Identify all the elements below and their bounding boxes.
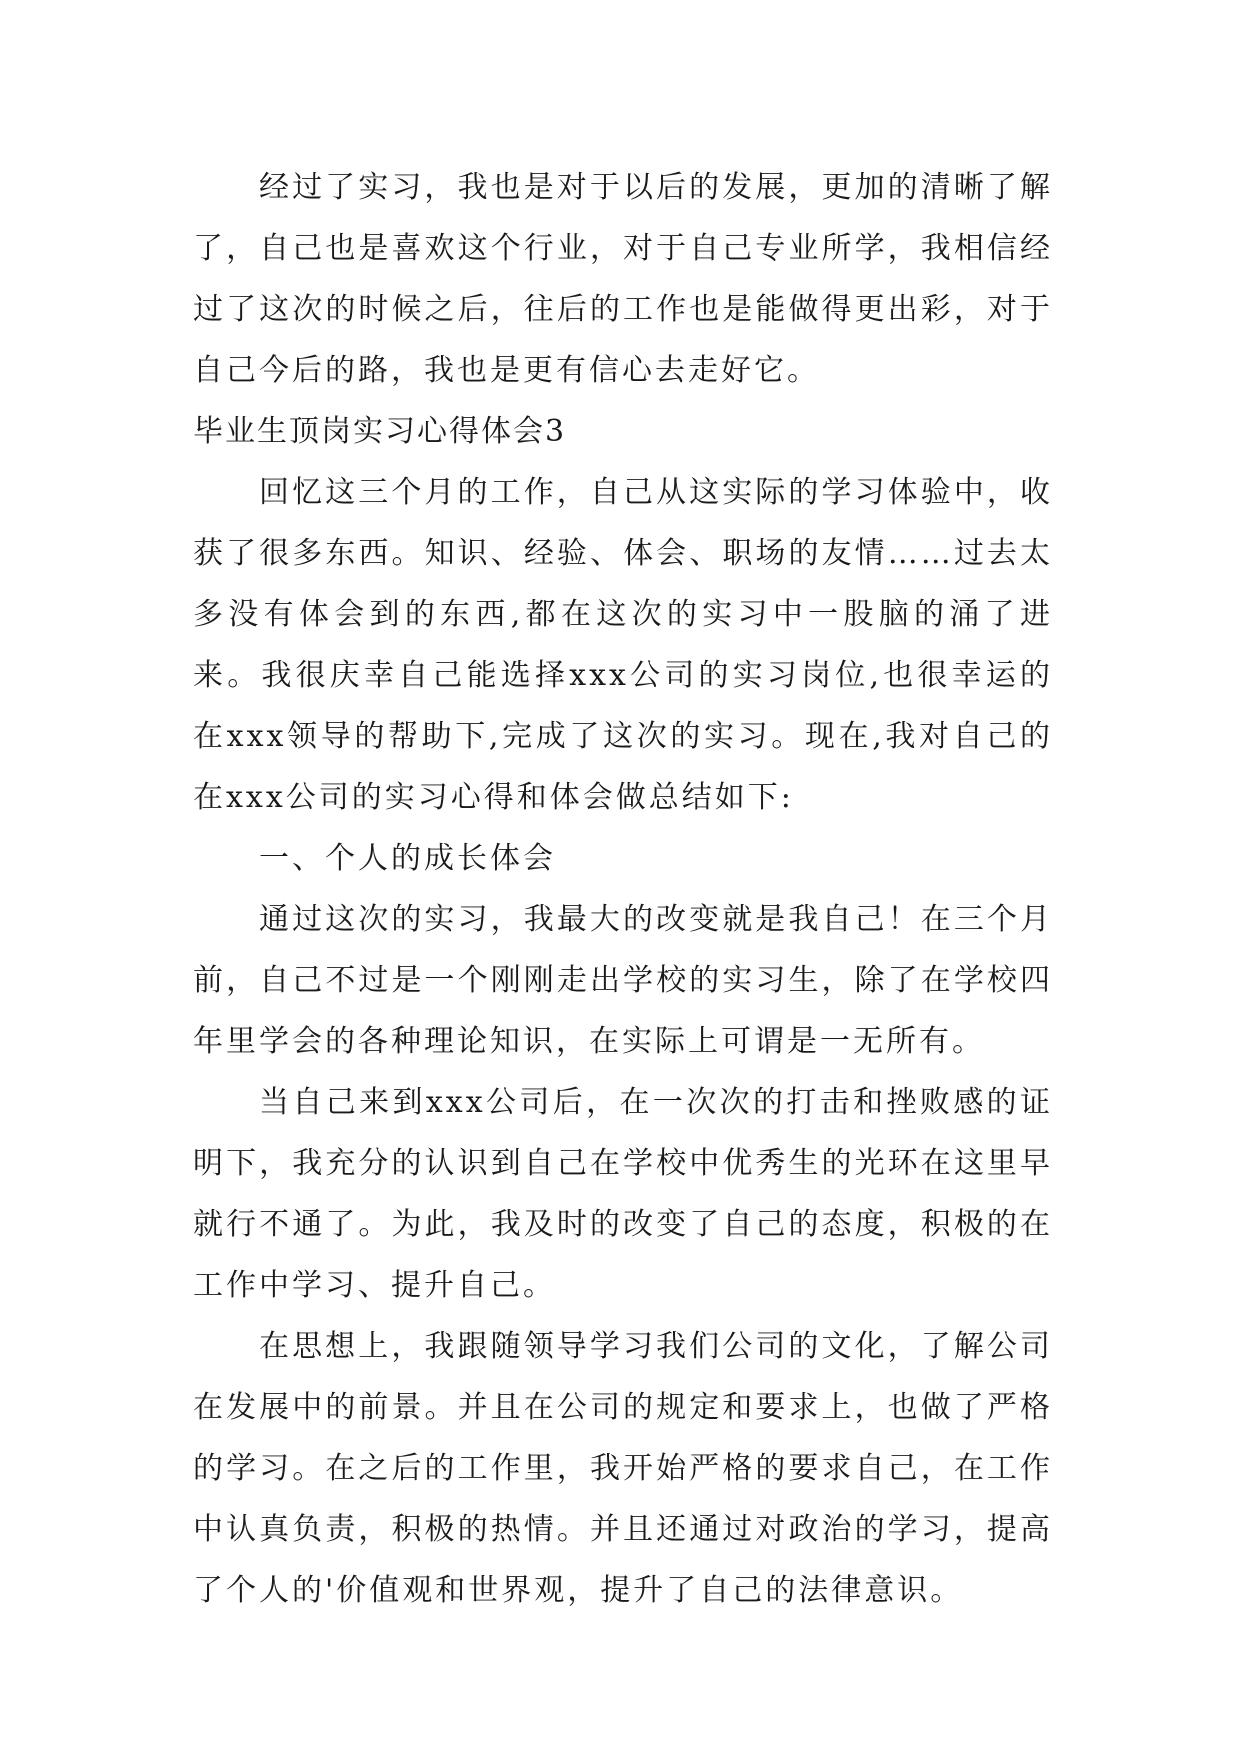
paragraph-thought: 在思想上，我跟随领导学习我们公司的文化，了解公司在发展中的前景。并且在公司的规定和要求上，也做了严格的学习。在之后的工作里，我开始严格的要求自己，在工作中认真负责，积极的热情。并且还通过对政治的学习，提高了个人的'价值观和世界观，提升了自己的法律意识。 (193, 1329, 1053, 1608)
section-title: 毕业生顶岗实习心得体会3 (193, 414, 567, 449)
paragraph-intro: 经过了实习，我也是对于以后的发展，更加的清晰了解了，自己也是喜欢这个行业，对于自己专业所学，我相信经过了这次的时候之后，往后的工作也是能做得更出彩，对于自己今后的路，我也是更有信心去走好它。 (193, 170, 1053, 388)
paragraph-recall: 回忆这三个月的工作，自己从这实际的学习体验中，收获了很多东西。知识、经验、体会、职场的友情……过去太多没有体会到的东西,都在这次的实习中一股脑的涌了进来。我很庆幸自己能选择xxx公司的实习岗位,也很幸运的在xxx领导的帮助下,完成了这次的实习。现在,我对自己的在xxx公司的实习心得和体会做总结如下: (193, 475, 1053, 815)
paragraph-company: 当自己来到xxx公司后，在一次次的打击和挫败感的证明下，我充分的认识到自己在学校中优秀生的光环在这里早就行不通了。为此，我及时的改变了自己的态度，积极的在工作中学习、提升自己。 (193, 1085, 1053, 1303)
document-page (193, 157, 1053, 1621)
subheading-personal-growth: 一、个人的成长体会 (259, 841, 556, 876)
paragraph-change: 通过这次的实习，我最大的改变就是我自己！在三个月前，自己不过是一个刚刚走出学校的实习生，除了在学校四年里学会的各种理论知识，在实际上可谓是一无所有。 (193, 902, 1053, 1059)
